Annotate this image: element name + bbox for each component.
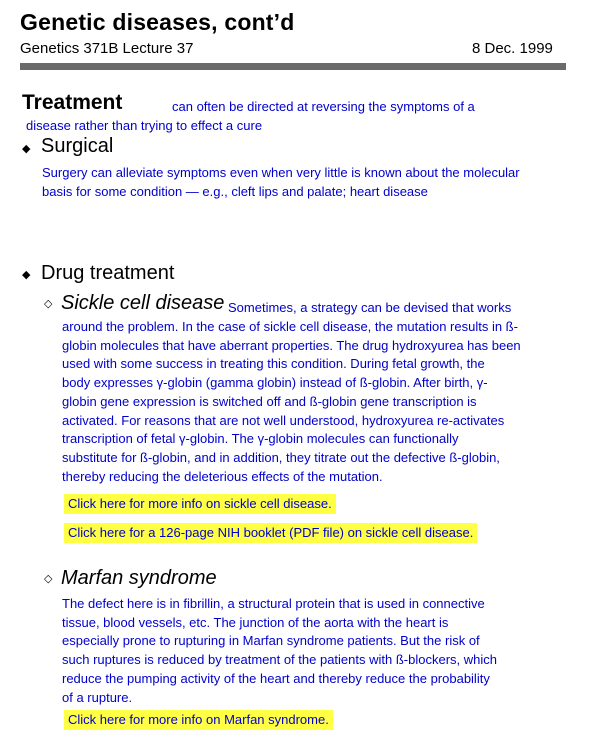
marfan-line: The defect here is in fibrillin, a structural protein that is used in connective	[62, 596, 485, 611]
treatment-heading: Treatment	[22, 91, 123, 114]
drug-treatment-heading: Drug treatment	[41, 262, 175, 284]
marfan-line: especially prone to rupturing in Marfan syndrome patients. But the risk of	[62, 633, 480, 649]
sickle-cell-info-link[interactable]: Click here for more info on sickle cell disease.	[64, 494, 336, 514]
surgical-bullet-icon: ◆	[22, 143, 31, 155]
sickle-line: used with some success in treating this condition. During fetal growth, the	[62, 356, 485, 372]
surgical-heading: Surgical	[41, 135, 114, 157]
marfan-line: tissue, blood vessels, etc. The junction of the aorta with the heart is	[62, 614, 449, 630]
marfan-syndrome-heading: Marfan syndrome	[61, 567, 217, 589]
surgical-text	[42, 164, 572, 201]
marfan-text	[62, 595, 592, 707]
sickle-cell-text	[62, 318, 592, 486]
marfan-line: such ruptures is reduced by treatment of the patients with ß-blockers, which	[62, 652, 497, 668]
sickle-line: globin gene expression is switched off and ß-globin gene transcription is	[62, 393, 477, 409]
sickle-cell-heading: Sickle cell disease	[61, 292, 225, 314]
sickle-line: globin molecules that have aberrant properties. The drug hydroxyurea has been	[62, 337, 521, 353]
treatment-text-line2: disease rather than trying to effect a cure	[26, 118, 263, 133]
course-label: Genetics 371B Lecture 37	[20, 40, 194, 57]
page-title: Genetic diseases, cont’d	[20, 9, 295, 35]
surgical-line: basis for some condition — e.g., cleft lips and palate; heart disease	[42, 183, 428, 199]
sickle-line: transcription of fetal γ-globin. The γ-globin molecules can functionally	[62, 431, 459, 447]
drug-bullet-icon: ◆	[22, 269, 31, 281]
lecture-date: 8 Dec. 1999	[472, 40, 553, 57]
sickle-line: around the problem. In the case of sickle cell disease, the mutation results in ß-	[62, 319, 518, 334]
marfan-bullet-icon: ◇	[44, 573, 53, 585]
treatment-text-line1: can often be directed at reversing the symptoms of a	[172, 99, 475, 114]
sickle-first-line: Sometimes, a strategy can be devised that works	[228, 300, 512, 315]
sickle-line: thereby reducing the deleterious effects of the mutation.	[62, 468, 383, 484]
sickle-line: body expresses γ-globin (gamma globin) instead of ß-globin. After birth, γ-	[62, 375, 488, 391]
surgical-line: Surgery can alleviate symptoms even when very little is known about the molecular	[42, 165, 520, 180]
sickle-bullet-icon: ◇	[44, 298, 53, 310]
marfan-line: reduce the pumping activity of the heart and thereby reduce the probability	[62, 670, 490, 686]
marfan-line: of a rupture.	[62, 689, 133, 705]
sickle-line: substitute for ß-globin, and in addition, they titrate out the defective ß-globin,	[62, 449, 500, 465]
sickle-line: activated. For reasons that are not well understood, hydroxyurea re-activates	[62, 412, 505, 428]
nih-booklet-pdf-link[interactable]: Click here for a 126-page NIH booklet (PDF file) on sickle cell disease.	[64, 523, 477, 543]
header-divider	[20, 63, 566, 70]
marfan-info-link[interactable]: Click here for more info on Marfan syndrome.	[64, 710, 333, 730]
